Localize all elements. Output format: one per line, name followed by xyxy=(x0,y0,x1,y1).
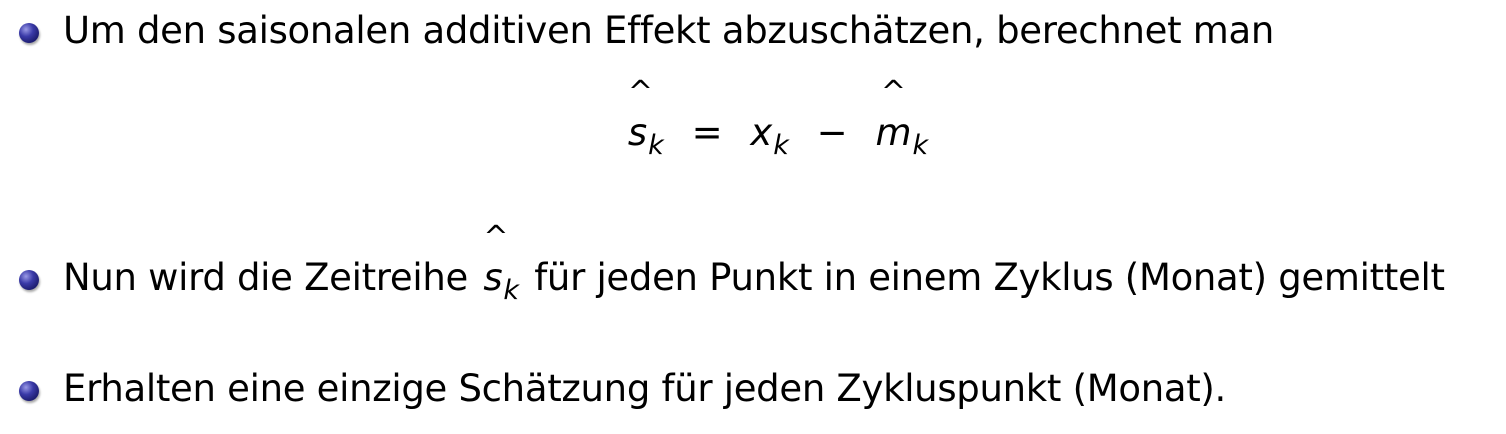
formula xyxy=(0,75,1506,161)
bullet-text-3: Erhalten eine einzige Schätzung für jeden Zykluspunkt (Monat). xyxy=(63,367,1227,410)
bullet-icon xyxy=(19,270,39,290)
hat-accent: ^ xyxy=(880,75,907,110)
formula-subscript: k xyxy=(648,130,664,161)
formula-equals: = xyxy=(691,111,723,154)
formula-m-hat: ^ m xyxy=(875,75,912,154)
bullet-text-2 xyxy=(63,220,1445,316)
formula-s-hat: ^ s xyxy=(627,75,654,154)
formula-subscript: k xyxy=(912,130,929,161)
hat-accent: ^ xyxy=(483,220,509,255)
hat-accent: ^ xyxy=(627,75,654,110)
inline-math-s-hat-k: ^ $s_k$ xyxy=(483,220,519,306)
bullet-icon xyxy=(19,23,39,43)
bullet-text-1: Um den saisonalen additiven Effekt abzuschätzen, berechnet man xyxy=(63,9,1275,52)
bullet-icon xyxy=(19,381,39,401)
formula-x: x xyxy=(750,111,773,154)
bullet-text-2-before: Nun wird die Zeitreihe xyxy=(63,256,468,299)
formula-subscript: k xyxy=(773,130,789,161)
bullet-text-2-after: für jeden Punkt in einem Zyklus (Monat) gemittelt xyxy=(534,256,1445,299)
formula-minus: − xyxy=(816,111,848,154)
